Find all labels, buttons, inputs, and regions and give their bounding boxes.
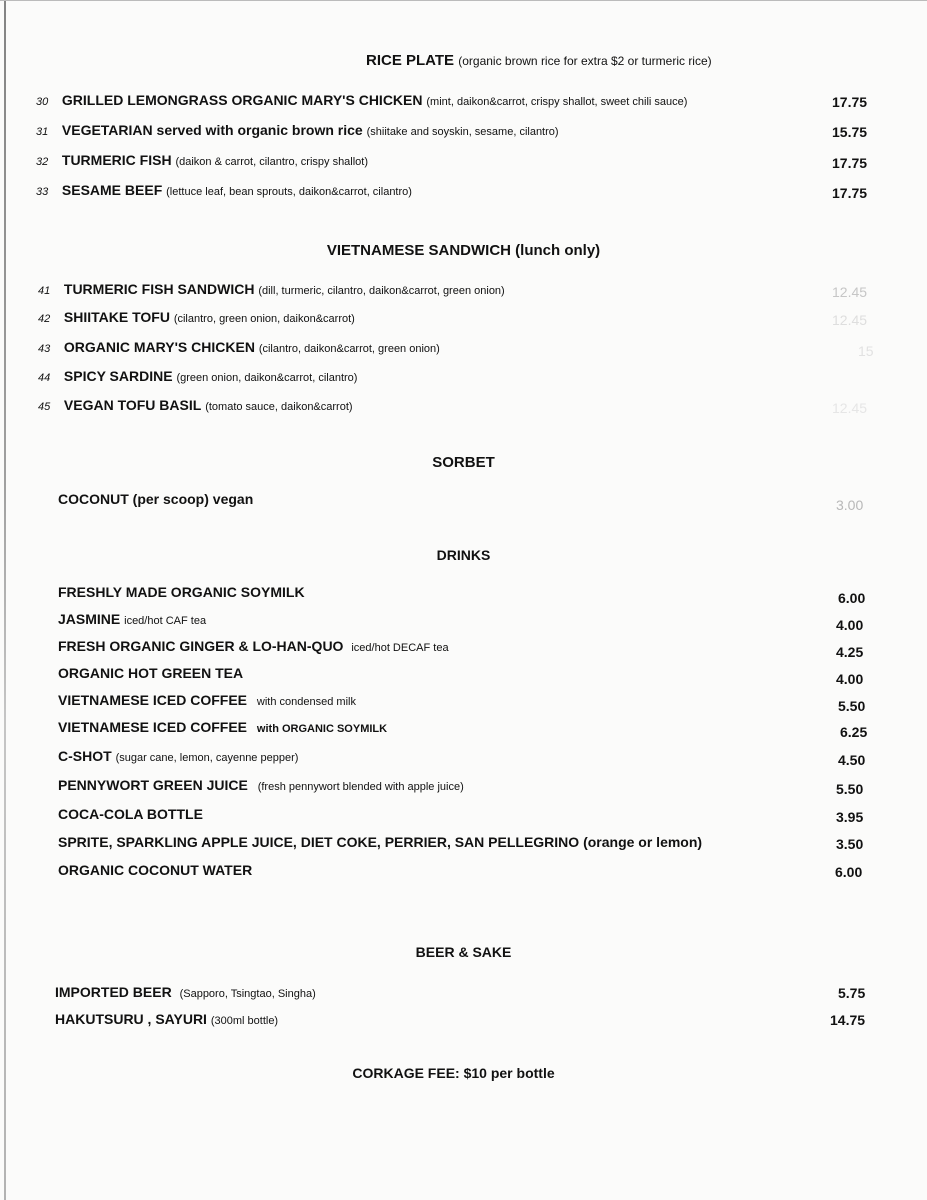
item-price: 4.50 xyxy=(838,752,866,768)
drinks-heading: DRINKS xyxy=(436,547,491,563)
item-price: 12.45 xyxy=(832,312,868,328)
item-name: VIETNAMESE ICED COFFEE xyxy=(58,692,248,708)
page-top-edge xyxy=(0,0,927,1)
item-number: 44 xyxy=(38,372,51,384)
item-description: (mint, daikon&carrot, crispy shallot, sweet chili sauce) xyxy=(426,96,688,108)
item-description: (sugar cane, lemon, cayenne pepper) xyxy=(115,752,299,764)
drink-item xyxy=(58,665,243,681)
item-price: 17.75 xyxy=(832,185,868,201)
item-description: (Sapporo, Tsingtao, Singha) xyxy=(179,988,316,1000)
item-description: (shiitake and soyskin, sesame, cilantro) xyxy=(366,126,559,138)
item-price: 6.00 xyxy=(835,864,863,880)
item-price: 14.75 xyxy=(830,1012,866,1028)
menu-item xyxy=(58,491,253,507)
item-price: 6.00 xyxy=(838,590,866,606)
drink-item xyxy=(58,719,387,735)
item-name: PENNYWORT GREEN JUICE xyxy=(58,777,248,793)
item-description: (green onion, daikon&carrot, cilantro) xyxy=(176,372,358,384)
drink-item xyxy=(58,806,203,822)
menu-item xyxy=(38,397,353,413)
sorbet-heading: SORBET xyxy=(432,454,495,471)
item-name: IMPORTED BEER xyxy=(55,984,172,1000)
item-number: 32 xyxy=(36,156,49,168)
item-name: JASMINE xyxy=(58,611,121,627)
item-name: TURMERIC FISH xyxy=(61,152,172,168)
corkage-fee-note: CORKAGE FEE: $10 per bottle xyxy=(352,1065,555,1081)
item-name: ORGANIC HOT GREEN TEA xyxy=(58,665,244,681)
item-description: iced/hot CAF tea xyxy=(124,615,207,627)
item-price: 15.75 xyxy=(832,124,868,140)
item-number: 33 xyxy=(36,186,49,198)
item-name: SPRITE, SPARKLING APPLE JUICE, DIET COKE, PERRIER, SAN PELLEGRINO (orange or lemon) xyxy=(58,834,703,850)
item-price: 3.00 xyxy=(836,497,864,513)
drink-item xyxy=(58,611,206,627)
item-price: 3.50 xyxy=(836,836,864,852)
item-price: 4.00 xyxy=(836,617,864,633)
item-price: 12.45 xyxy=(832,284,868,300)
item-price: 5.75 xyxy=(838,985,866,1001)
drink-item xyxy=(58,834,702,850)
item-number: 45 xyxy=(38,401,51,413)
item-name: ORGANIC MARY'S CHICKEN xyxy=(63,339,255,355)
sandwich-heading: VIETNAMESE SANDWICH (lunch only) xyxy=(326,242,601,259)
menu-item xyxy=(38,339,440,355)
item-name: TURMERIC FISH SANDWICH xyxy=(63,281,255,297)
item-price: 4.00 xyxy=(836,671,864,687)
drink-item xyxy=(58,692,356,708)
item-price: 12.45 xyxy=(832,400,868,416)
item-description: (cilantro, daikon&carrot, green onion) xyxy=(258,343,440,355)
item-number: 42 xyxy=(38,313,51,325)
item-name: VIETNAMESE ICED COFFEE xyxy=(58,719,248,735)
item-price: 17.75 xyxy=(832,94,868,110)
beer-sake-heading: BEER & SAKE xyxy=(415,944,512,960)
drink-item xyxy=(58,777,464,793)
item-description: (cilantro, green onion, daikon&carrot) xyxy=(173,313,355,325)
item-name: GRILLED LEMONGRASS ORGANIC MARY'S CHICKEN xyxy=(61,92,423,108)
drink-item xyxy=(58,584,305,600)
menu-item xyxy=(36,182,412,198)
item-description: with ORGANIC SOYMILK xyxy=(256,723,388,735)
item-name: HAKUTSURU , SAYURI xyxy=(55,1011,207,1027)
rice-plate-note: (organic brown rice for extra $2 or turmeric rice) xyxy=(458,54,712,68)
menu-item xyxy=(38,281,505,297)
item-number: 31 xyxy=(36,126,49,138)
item-name: COCONUT (per scoop) vegan xyxy=(58,491,254,507)
item-number: 43 xyxy=(38,343,51,355)
item-name: ORGANIC COCONUT WATER xyxy=(58,862,253,878)
item-name: SESAME BEEF xyxy=(61,182,163,198)
item-name: C-SHOT xyxy=(58,748,112,764)
menu-item xyxy=(36,92,687,108)
item-price: 17.75 xyxy=(832,155,868,171)
item-name: SHIITAKE TOFU xyxy=(63,309,170,325)
item-price: 6.25 xyxy=(840,724,868,740)
item-name: COCA-COLA BOTTLE xyxy=(58,806,203,822)
item-number: 41 xyxy=(38,285,51,297)
item-price: 4.25 xyxy=(836,644,864,660)
drink-item xyxy=(58,748,298,764)
menu-item xyxy=(38,309,355,325)
item-description: with condensed milk xyxy=(256,696,356,708)
menu-item xyxy=(36,122,559,138)
menu-item xyxy=(36,152,368,168)
item-description: (daikon & carrot, cilantro, crispy shallot) xyxy=(175,156,369,168)
item-description: (fresh pennywort blended with apple juice) xyxy=(257,781,464,793)
item-description: (lettuce leaf, bean sprouts, daikon&carrot, cilantro) xyxy=(166,186,412,198)
menu-item xyxy=(38,368,357,384)
item-price: 3.95 xyxy=(836,809,864,825)
page-edge-shadow xyxy=(4,0,6,1200)
beer-item xyxy=(55,1011,278,1027)
item-description: (300ml bottle) xyxy=(210,1015,279,1027)
item-name: SPICY SARDINE xyxy=(63,368,173,384)
item-name: FRESHLY MADE ORGANIC SOYMILK xyxy=(58,584,305,600)
item-number: 30 xyxy=(36,96,49,108)
item-description: (dill, turmeric, cilantro, daikon&carrot, green onion) xyxy=(258,285,505,297)
item-price: 15 xyxy=(858,343,874,359)
item-name: VEGETARIAN served with organic brown rice xyxy=(61,122,363,138)
drink-item xyxy=(58,862,252,878)
item-price: 5.50 xyxy=(836,781,864,797)
item-name: VEGAN TOFU BASIL xyxy=(63,397,202,413)
item-name: FRESH ORGANIC GINGER & LO-HAN-QUO xyxy=(58,638,344,654)
item-price: 5.50 xyxy=(838,698,866,714)
rice-plate-title: RICE PLATE xyxy=(366,52,455,69)
drink-item xyxy=(58,638,449,654)
item-description: (tomato sauce, daikon&carrot) xyxy=(205,401,353,413)
beer-item xyxy=(55,984,316,1000)
item-description: iced/hot DECAF tea xyxy=(351,642,449,654)
